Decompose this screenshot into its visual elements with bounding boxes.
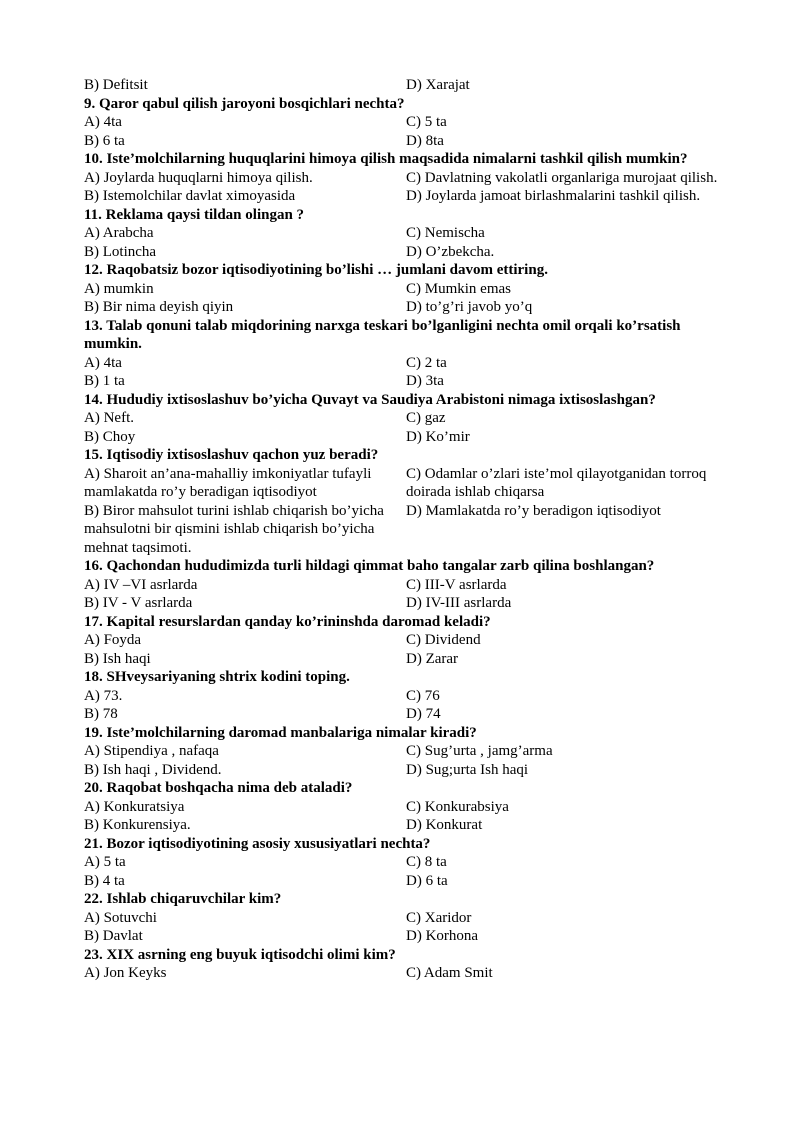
answer-option: C) Nemischa [406,225,485,241]
answer-option: C) III-V asrlarda [406,576,507,593]
question-title: 15. Iqtisodiy ixtisoslashuv qachon yuz beradi? [84,447,379,463]
answer-option: C) Konkurabsiya [406,798,509,815]
answer-option: B) Davlat [84,928,143,944]
answer-option: D) Konkurat [406,817,483,833]
answer-option: C) 2 ta [406,354,447,371]
answer-option: D) O’zbekcha. [406,243,495,260]
question-block [84,946,724,983]
answer-option: B) 78 [84,706,118,722]
answer-option: D) 6 ta [406,872,448,889]
answer-row [84,354,724,373]
answer-option: B) Ish haqi , Dividend. [84,761,222,778]
answer-option: B) Lotincha [84,243,157,260]
answer-row [84,132,724,151]
answer-option: C) Xaridor [406,909,472,926]
answer-row [84,113,724,132]
answer-option: B) 1 ta [84,373,125,389]
question-block [84,317,724,391]
answer-option: B) Istemolchilar davlat ximoyasida [84,188,296,204]
answer-row [84,594,724,613]
answer-row [84,872,724,891]
answer-row [84,502,724,558]
question-title: 9. Qaror qabul qilish jaroyoni bosqichlari nechta? [84,95,405,112]
question-title: 17. Kapital resurslardan qanday ko’rininshda daromad keladi? [84,613,491,630]
quiz-content [84,76,724,983]
answer-option: A) Neft. [84,410,134,426]
question-title: 20. Raqobat boshqacha nima deb ataladi? [84,780,353,796]
answer-option: D) Mamlakatda ro’y beradigon iqtisodiyot [406,502,661,519]
answer-option: A) Sharoit an’ana-mahalliy imkoniyatlar tufayli mamlakatda ro’y beradigan iqtisodiyot [84,465,372,500]
answer-row [84,576,724,595]
question-block [84,150,724,206]
answer-option: D) 8ta [406,132,444,149]
answer-option: B) Bir nima deyish qiyin [84,299,234,315]
answer-option: B) Ish haqi [84,650,151,667]
answer-option: B) 4 ta [84,872,125,889]
answer-row [84,927,724,946]
answer-option: C) Odamlar o’zlari iste’mol qilayotganidan torroq doirada ishlab chiqarsa [406,465,707,500]
question-block [84,76,724,95]
answer-row [84,964,724,983]
answer-option: B) 6 ta [84,132,125,149]
question-block [84,890,724,946]
answer-row [84,742,724,761]
question-block [84,613,724,669]
answer-option: A) mumkin [84,280,154,297]
answer-option: A) 4ta [84,354,122,371]
answer-row [84,409,724,428]
answer-row [84,224,724,243]
answer-option: D) Korhona [406,928,479,944]
answer-row [84,243,724,262]
answer-option: D) Ko’mir [406,428,470,445]
answer-row [84,298,724,317]
answer-option: C) gaz [406,410,446,426]
question-title: 11. Reklama qaysi tildan olingan ? [84,206,305,223]
answer-option: D) 3ta [406,373,444,389]
answer-row [84,909,724,928]
answer-option: A) 73. [84,687,123,704]
answer-option: C) 5 ta [406,114,447,130]
answer-row [84,853,724,872]
question-block [84,95,724,151]
answer-row [84,631,724,650]
answer-option: A) Joylarda huquqlarni himoya qilish. [84,169,313,186]
question-title: 14. Hududiy ixtisoslashuv bo’yicha Quvayt va Saudiya Arabistoni nimaga ixtisoslashgan? [84,391,656,408]
answer-row [84,169,724,188]
answer-option: A) Stipendiya , nafaqa [84,743,219,759]
answer-option: A) 4ta [84,114,122,130]
answer-row [84,465,724,502]
answer-option: B) Konkurensiya. [84,817,191,833]
question-title: 16. Qachondan hududimizda turli hildagi qimmat baho tangalar zarb qilina boshlangan? [84,558,655,574]
answer-option: D) Xarajat [406,77,470,93]
answer-option: C) Dividend [406,632,481,648]
question-title: 22. Ishlab chiqaruvchilar kim? [84,891,282,907]
answer-option: A) Sotuvchi [84,909,157,926]
question-title: 18. SHveysariyaning shtrix kodini toping. [84,669,350,685]
answer-option: C) Adam Smit [406,965,493,981]
answer-row [84,187,724,206]
question-block [84,391,724,447]
question-block [84,779,724,835]
answer-row [84,687,724,706]
answer-option: C) Sug’urta , jamg’arma [406,743,553,759]
answer-row [84,798,724,817]
answer-option: D) IV-III asrlarda [406,595,512,611]
answer-option: A) Foyda [84,632,142,648]
answer-option: A) Konkuratsiya [84,798,185,815]
answer-row [84,816,724,835]
answer-row [84,280,724,299]
question-block [84,557,724,613]
answer-row [84,372,724,391]
question-block [84,446,724,557]
question-title: 10. Iste’molchilarning huquqlarini himoya qilish maqsadida nimalarni tashkil qilish mumkin? [84,151,688,167]
answer-row [84,650,724,669]
question-title: 19. Iste’molchilarning daromad manbalariga nimalar kiradi? [84,724,477,741]
answer-option: B) Choy [84,428,136,445]
answer-option: C) Davlatning vakolatli organlariga murojaat qilish. [406,169,718,186]
answer-row [84,76,724,95]
answer-option: D) Zarar [406,650,459,667]
answer-option: A) 5 ta [84,854,126,870]
question-title: 21. Bozor iqtisodiyotining asosiy xususiyatlari nechta? [84,835,431,852]
answer-option: B) Defitsit [84,77,148,93]
answer-option: A) Arabcha [84,225,154,241]
question-block [84,835,724,891]
question-block [84,206,724,262]
question-block [84,668,724,724]
question-title: 13. Talab qonuni talab miqdorining narxga teskari bo’lganligini nechta omil orqali ko’rsatish mumkin. [84,317,681,352]
answer-option: D) 74 [406,706,441,722]
answer-option: C) Mumkin emas [406,280,511,297]
answer-option: D) Sug;urta Ish haqi [406,761,529,778]
answer-option: C) 8 ta [406,854,447,870]
answer-option: B) Biror mahsulot turini ishlab chiqarish bo’yicha mahsulotni bir qismini ishlab chiqarish bo’yicha mehnat taqsimoti. [84,502,384,556]
question-block [84,261,724,317]
answer-option: B) IV - V asrlarda [84,595,193,611]
answer-option: A) IV –VI asrlarda [84,576,198,593]
answer-option: A) Jon Keyks [84,965,167,981]
answer-row [84,428,724,447]
answer-row [84,761,724,780]
question-title: 12. Raqobatsiz bozor iqtisodiyotining bo’lishi … jumlani davom ettiring. [84,262,548,278]
answer-row [84,705,724,724]
answer-option: C) 76 [406,687,440,704]
question-title: 23. XIX asrning eng buyuk iqtisodchi olimi kim? [84,946,396,963]
question-block [84,724,724,780]
answer-option: D) to’g’ri javob yo’q [406,299,533,315]
answer-option: D) Joylarda jamoat birlashmalarini tashkil qilish. [406,188,701,204]
